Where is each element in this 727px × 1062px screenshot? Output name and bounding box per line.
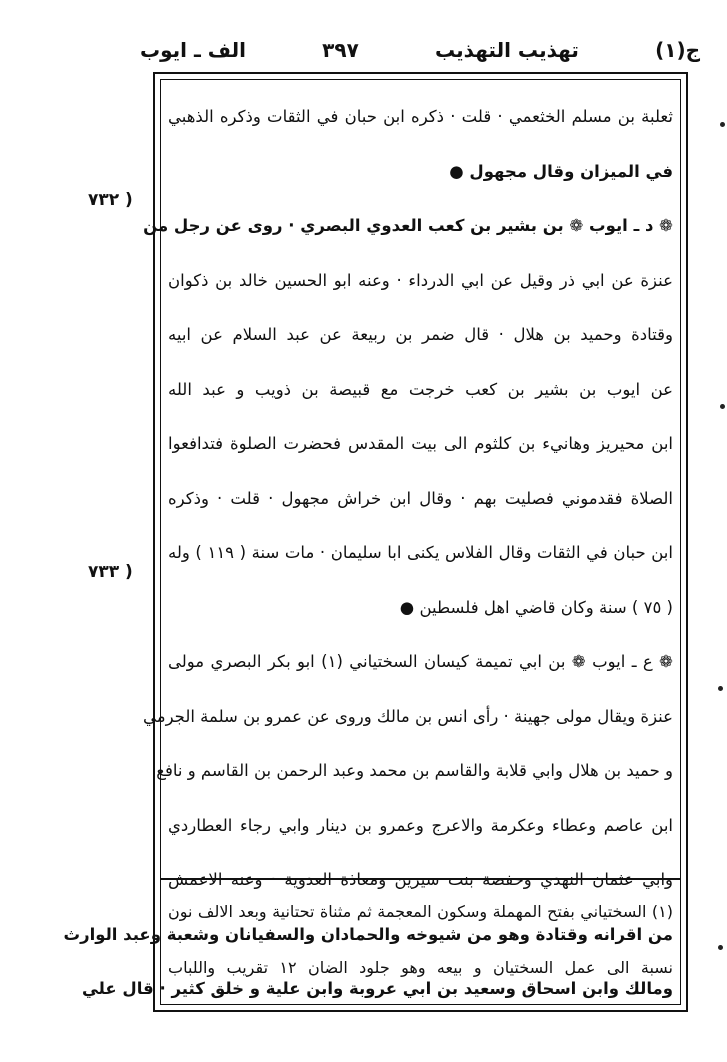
entry-number-733: ( ٧٣٣ (88, 562, 133, 582)
text-line: عنزة عن ابي ذر وقيل عن ابي الدرداء · وعنه ابو الحسين خالد بن ذكوان (168, 270, 673, 290)
text-line: عن ايوب بن بشير بن كعب خرجت مع قبيصة بن ذويب و عبد الله (168, 379, 673, 399)
text-line: ومالك وابن اسحاق وسعيد بن ابي عروبة وابن علية و خلق كثير · قال علي (81, 979, 673, 998)
scan-speck (718, 945, 723, 950)
entry-number-732: ( ٧٣٢ (88, 190, 133, 210)
text-line: وقتادة وحميد بن هلال · قال ضمر بن ربيعة عن عبد السلام عن ابيه (168, 325, 673, 344)
entry-heading-line: ❁ د ـ ايوب ❁ بن بشير بن كعب العدوي البصري · روى عن رجل من (143, 216, 673, 235)
text-line: الصلاة فقدموني فصليت بهم · وقال ابن خراش مجهول · قلت · وذكره (168, 488, 673, 508)
footnote-divider (160, 878, 681, 880)
volume-label: ج(١) (655, 38, 700, 62)
section-heading: الف ـ ايوب (140, 38, 246, 62)
footnote-line: نسبة الى عمل السختيان و بيعه وهو جلود الضان ١٢ تقريب واللباب (168, 958, 674, 977)
scan-speck (720, 404, 725, 409)
text-line: وابي عثمان النهدي وحفصة بنت سيرين ومعاذة العدوية · وعنه الاعمش (168, 870, 673, 889)
scan-speck (720, 122, 725, 127)
text-line: ابن عاصم وعطاء وعكرمة والاعرج وعمرو بن دينار وابي رجاء العطاردي (168, 815, 673, 835)
text-line: و حميد بن هلال وابي قلابة والقاسم بن محمد وعبد الرحمن بن القاسم و نافع (156, 761, 673, 780)
running-header (140, 30, 700, 70)
page-number: ٣٩٧ (322, 38, 359, 62)
text-line: ثعلبة بن مسلم الخثعمي · قلت · ذكره ابن حبان في الثقات وذكره الذهبي (168, 107, 673, 126)
footnote-line: (١) السختياني بفتح المهملة وسكون المعجمة ثم مثناة تحتانية وبعد الالف نون (168, 902, 673, 921)
text-line: من اقرانه وقتادة وهو من شيوخه والحمادان والسفيانان وشعبة وعبد الوارث (63, 924, 673, 944)
footnotes (63, 884, 674, 996)
text-line: في الميزان وقال مجهول ● (449, 161, 673, 181)
text-line: ابن حبان في الثقات وقال الفلاس يكنى ابا سليمان · مات سنة ( ١١٩ ) وله (168, 543, 673, 562)
text-line: ( ٧٥ ) سنة وكان قاضي اهل فلسطين ● (399, 597, 673, 617)
scan-speck (718, 686, 723, 691)
entry-heading-line: ❁ ع ـ ايوب ❁ بن ابي تميمة كيسان السختياني (١) ابو بكر البصري مولى (168, 652, 673, 671)
text-line: عنزة ويقال مولى جهينة · رأى انس بن مالك وروى عن عمرو بن سلمة الجرمي (142, 706, 673, 726)
text-line: ابن محيريز وهانيء بن كلثوم الى بيت المقدس فحضرت الصلوة فتدافعوا (168, 434, 673, 453)
book-title: تهذيب التهذيب (434, 38, 579, 62)
